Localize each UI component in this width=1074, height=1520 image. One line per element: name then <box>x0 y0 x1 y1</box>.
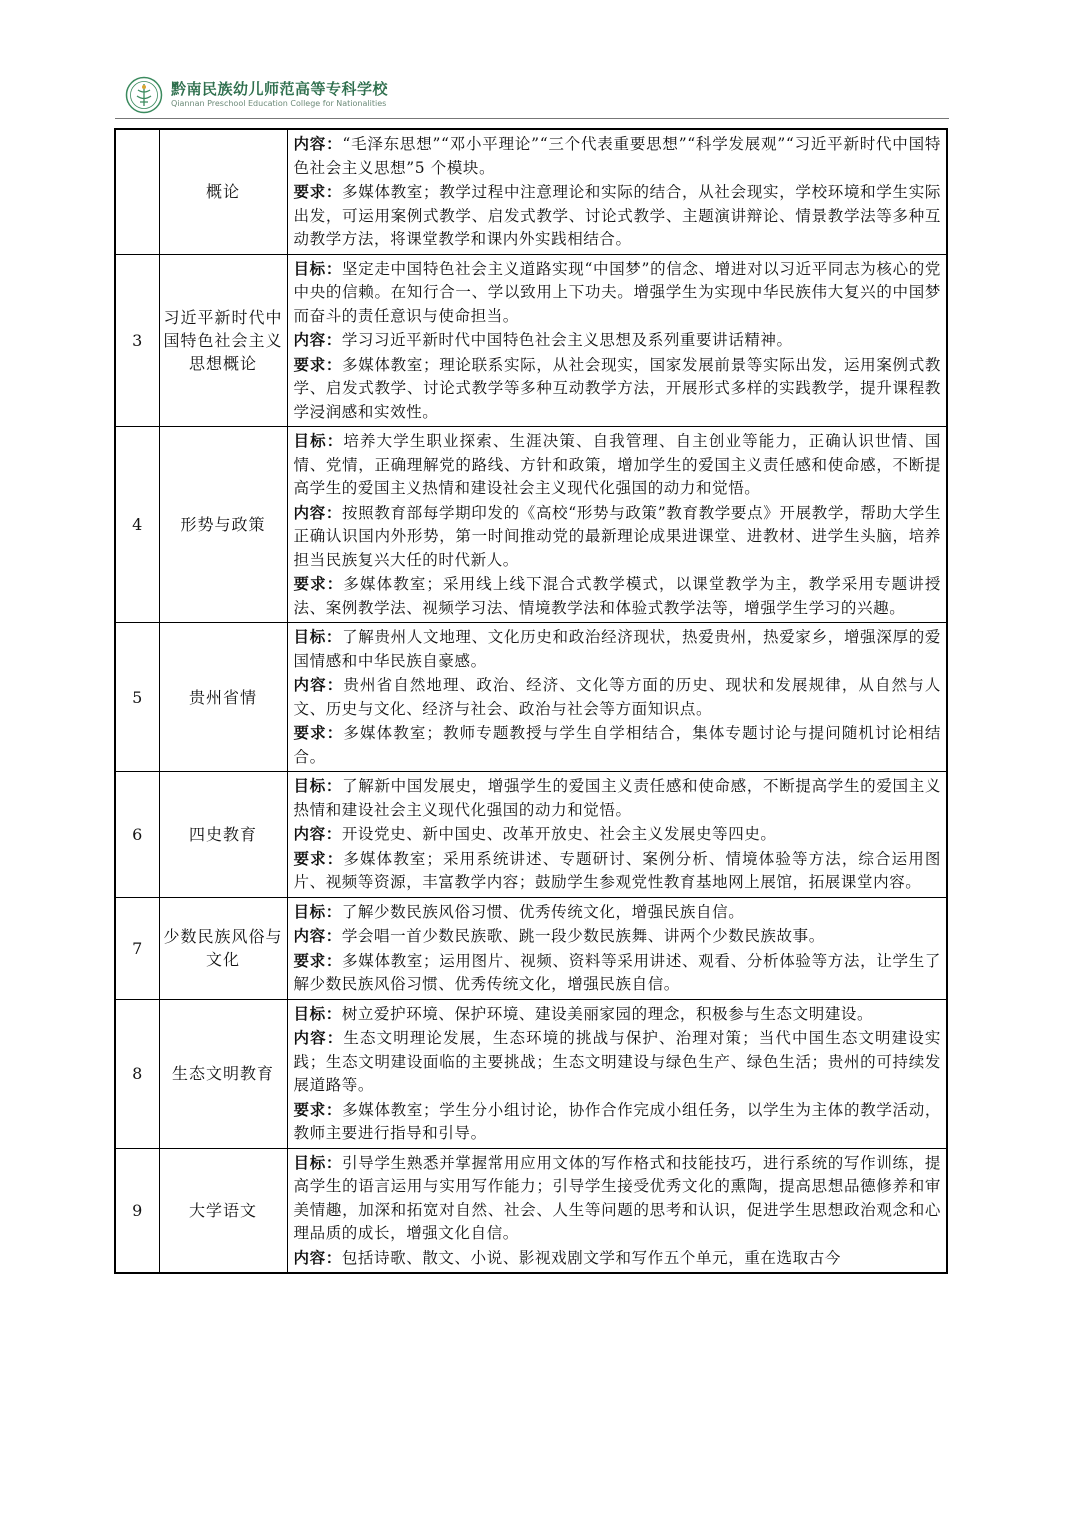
course-name: 大学语文 <box>159 1148 287 1273</box>
paragraph-text: 培养大学生职业探索、生涯决策、自我管理、自主创业等能力，正确认识世情、国情、党情，正确理解党的路线、方针和政策，增加学生的爱国主义责任感和使命感，不断提高学生的爱国主义热情和建设社会主义现代化强国的动力和觉悟。 <box>293 432 941 497</box>
paragraph-label: 目标： <box>293 1152 343 1172</box>
course-name: 生态文明教育 <box>159 999 287 1148</box>
description-paragraph <box>294 625 942 673</box>
description-paragraph <box>294 774 942 822</box>
course-number: 6 <box>115 772 159 898</box>
course-row <box>115 999 947 1148</box>
course-number: 9 <box>115 1148 159 1273</box>
description-paragraph <box>294 924 942 949</box>
paragraph-label: 目标： <box>293 258 342 278</box>
description-paragraph <box>294 501 942 573</box>
description-paragraph <box>294 1002 942 1027</box>
course-row <box>115 772 947 898</box>
paragraph-label: 目标： <box>293 627 343 646</box>
description-paragraph <box>294 429 942 501</box>
description-paragraph <box>294 900 942 925</box>
paragraph-text: 了解贵州人文地理、文化历史和政治经济现状，热爱贵州，热爱家乡，增强深厚的爱国情感和中华民族自豪感。 <box>293 628 941 670</box>
description-paragraph <box>294 1098 942 1146</box>
paragraph-text: 多媒体教室；学生分小组讨论，协作合作完成小组任务，以学生为主体的教学活动，教师主要进行指导和引导。 <box>293 1100 941 1142</box>
course-row <box>115 897 947 999</box>
course-table <box>114 128 948 1274</box>
description-paragraph <box>294 572 942 620</box>
course-description <box>287 254 947 427</box>
course-description <box>287 999 947 1148</box>
course-row <box>115 254 947 427</box>
paragraph-text: 了解少数民族风俗习惯、优秀传统文化，增强民族自信。 <box>341 902 745 921</box>
college-seal-icon <box>125 76 163 114</box>
college-english-name: Qiannan Preschool Education College for Nationalities <box>171 99 387 108</box>
course-number: 5 <box>115 623 159 772</box>
paragraph-text: 多媒体教室；教师专题教授与学生自学相结合，集体专题讨论与提问随机讨论相结合。 <box>293 724 941 766</box>
paragraph-label: 内容： <box>293 134 343 153</box>
paragraph-text: 贵州省自然地理、政治、经济、文化等方面的历史、现状和发展规律，从自然与人文、历史与文化、经济与社会、政治与社会等方面知识点。 <box>293 676 941 718</box>
paragraph-label: 要求： <box>293 574 344 593</box>
paragraph-text: 了解新中国发展史，增强学生的爱国主义责任感和使命感，不断提高学生的爱国主义热情和建设社会主义现代化强国的动力和觉悟。 <box>293 777 941 819</box>
document-header <box>125 72 949 116</box>
paragraph-label: 目标： <box>293 901 342 921</box>
description-paragraph <box>294 847 942 895</box>
paragraph-label: 内容： <box>293 926 342 945</box>
description-paragraph <box>294 328 942 353</box>
college-name: 黔南民族幼儿师范高等专科学校 <box>171 80 389 98</box>
course-name: 习近平新时代中国特色社会主义思想概论 <box>159 254 287 427</box>
paragraph-label: 内容： <box>293 1028 344 1047</box>
paragraph-label: 内容： <box>293 1247 342 1267</box>
course-number: 7 <box>115 897 159 999</box>
paragraph-label: 内容： <box>293 330 342 349</box>
paragraph-text: 按照教育部每学期印发的《高校“形势与政策”教育教学要点》开展教学，帮助大学生正确认识国内外形势，第一时间推动党的最新理论成果进课堂、进教材、进学生头脑，培养担当民族复兴大任的时代新人。 <box>293 503 941 569</box>
paragraph-text: 引导学生熟悉并掌握常用应用文体的写作格式和技能技巧，进行系统的写作训练，提高学生的语言运用与实用写作能力；引导学生接受优秀文化的熏陶，提高思想品德修养和审美情趣，加深和拓宽对自然、社会、人生等问题的思考和认识，促进学生思想政治观念和心理品质的成长，增强文化自信。 <box>293 1153 941 1242</box>
course-description <box>287 427 947 623</box>
description-paragraph <box>294 1246 942 1271</box>
paragraph-label: 内容： <box>293 502 342 522</box>
course-name: 概论 <box>159 129 287 254</box>
course-description <box>287 772 947 898</box>
course-number: 4 <box>115 427 159 623</box>
paragraph-text: 多媒体教室；采用系统讲述、专题研讨、案例分析、情境体验等方法，综合运用图片、视频等资源，丰富教学内容；鼓励学生参观党性教育基地网上展馆，拓展课堂内容。 <box>293 849 941 891</box>
course-row <box>115 427 947 623</box>
paragraph-text: 多媒体教室；运用图片、视频、资料等采用讲述、观看、分析体验等方法，让学生了解少数民族风俗习惯、优秀传统文化，增强民族自信。 <box>293 951 941 993</box>
course-name: 四史教育 <box>159 772 287 898</box>
paragraph-text: “毛泽东思想”“邓小平理论”“三个代表重要思想”“科学发展观”“习近平新时代中国特色社会主义思想”5 个模块。 <box>293 135 941 177</box>
description-paragraph <box>294 673 942 721</box>
paragraph-label: 要求： <box>293 182 343 201</box>
paragraph-text: 树立爱护环境、保护环境、建设美丽家园的理念，积极参与生态文明建设。 <box>341 1004 874 1023</box>
paragraph-text: 多媒体教室；理论联系实际，从社会现实，国家发展前景等实际出发，运用案例式教学、启发式教学、讨论式教学等多种互动教学方法，开展形式多样的实践教学，提升课程教学浸润感和实效性。 <box>293 355 941 421</box>
paragraph-label: 要求： <box>293 1099 343 1119</box>
description-paragraph <box>294 180 942 252</box>
paragraph-label: 内容： <box>293 675 344 694</box>
description-paragraph <box>294 353 942 425</box>
paragraph-text: 开设党史、新中国史、改革开放史、社会主义发展史等四史。 <box>341 825 777 843</box>
paragraph-text: 学会唱一首少数民族歌、跳一段少数民族舞、讲两个少数民族故事。 <box>341 927 825 945</box>
paragraph-label: 目标： <box>293 431 344 450</box>
course-description <box>287 623 947 772</box>
course-name: 贵州省情 <box>159 623 287 772</box>
paragraph-label: 目标： <box>293 776 343 795</box>
paragraph-label: 目标： <box>293 1003 342 1023</box>
description-paragraph <box>294 822 942 847</box>
description-paragraph <box>294 721 942 769</box>
paragraph-label: 要求： <box>293 848 344 868</box>
paragraph-text: 坚定走中国特色社会主义道路实现“中国梦”的信念、增进对以习近平同志为核心的党中央的信赖。在知行合一、学以致用上下功夫。增强学生为实现中华民族伟大复兴的中国梦而奋斗的责任意识与使命担当。 <box>293 259 941 325</box>
course-row <box>115 129 947 254</box>
paragraph-label: 要求： <box>293 723 344 742</box>
course-row <box>115 623 947 772</box>
paragraph-text: 多媒体教室；采用线上线下混合式教学模式，以课堂教学为主，教学采用专题讲授法、案例教学法、视频学习法、情境教学法和体验式教学法等，增强学生学习的兴趣。 <box>293 575 941 617</box>
description-paragraph <box>294 949 942 997</box>
description-paragraph <box>294 257 942 329</box>
paragraph-text: 生态文明理论发展，生态环境的挑战与保护、治理对策；当代中国生态文明建设实践；生态文明建设面临的主要挑战；生态文明建设与绿色生产、绿色生活；贵州的可持续发展道路等。 <box>293 1029 941 1094</box>
course-name: 形势与政策 <box>159 427 287 623</box>
course-number: 3 <box>115 254 159 427</box>
header-divider <box>115 118 949 119</box>
paragraph-label: 要求： <box>293 354 343 374</box>
description-paragraph <box>294 1151 942 1246</box>
course-description <box>287 1148 947 1273</box>
paragraph-text: 包括诗歌、散文、小说、影视戏剧文学和写作五个单元，重在选取古今 <box>341 1248 841 1267</box>
course-name: 少数民族风俗与文化 <box>159 897 287 999</box>
course-description <box>287 897 947 999</box>
paragraph-label: 内容： <box>293 824 342 843</box>
description-paragraph <box>294 132 942 180</box>
paragraph-label: 要求： <box>293 950 343 970</box>
course-number <box>115 129 159 254</box>
paragraph-text: 学习习近平新时代中国特色社会主义思想及系列重要讲话精神。 <box>341 331 793 349</box>
description-paragraph <box>294 1026 942 1098</box>
course-number: 8 <box>115 999 159 1148</box>
course-row <box>115 1148 947 1273</box>
course-description <box>287 129 947 254</box>
paragraph-text: 多媒体教室；教学过程中注意理论和实际的结合，从社会现实，学校环境和学生实际出发，可运用案例式教学、启发式教学、讨论式教学、主题演讲辩论、情景教学法等多种互动教学方法，将课堂教学和课内外实践相结合。 <box>293 183 941 248</box>
